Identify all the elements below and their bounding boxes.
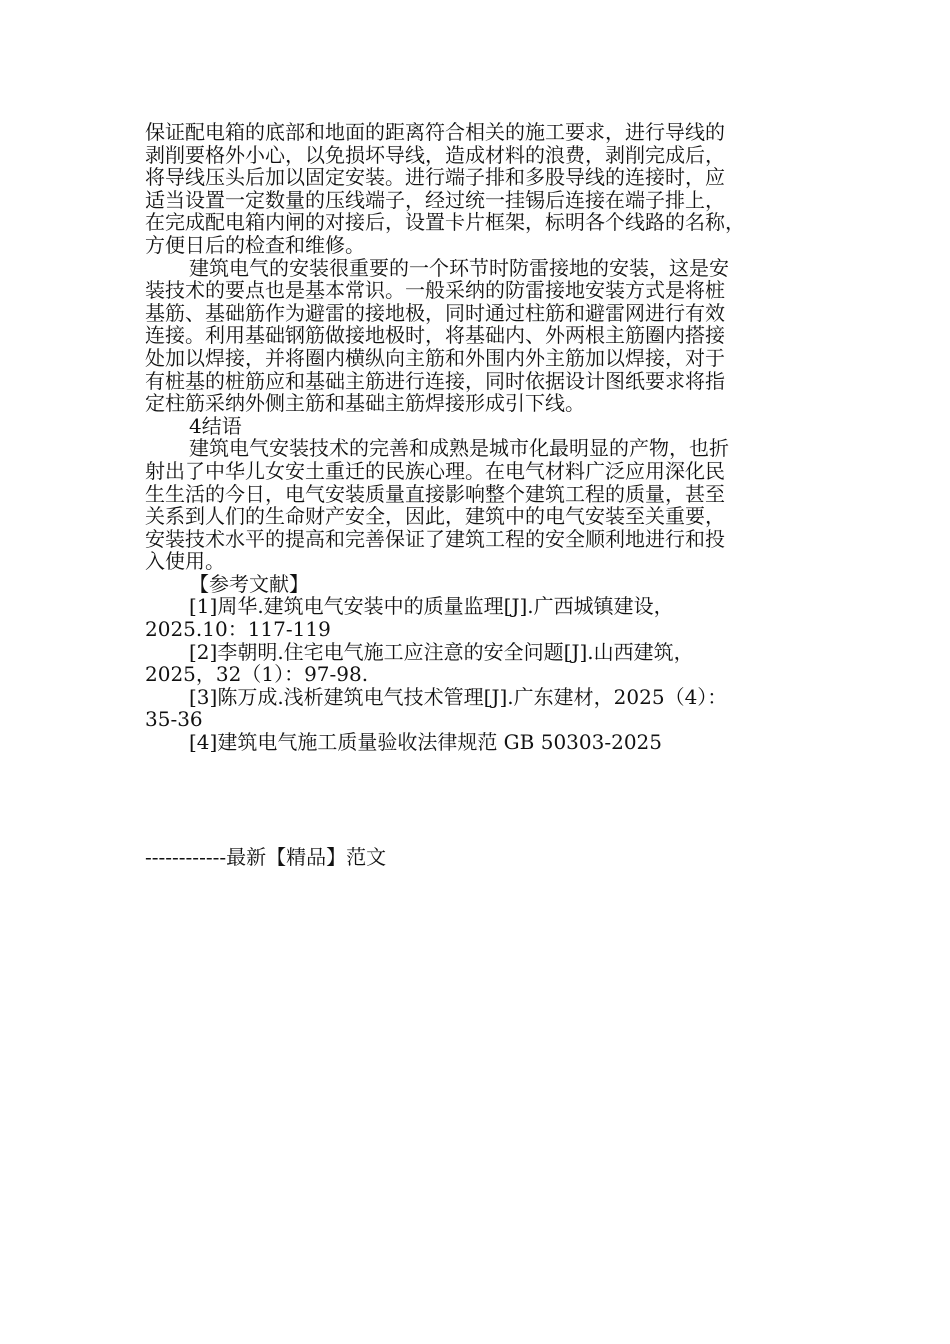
references-heading: 【参考文献】 bbox=[189, 571, 309, 596]
text-line: 建筑电气安装技术的完善和成熟是城市化最明显的产物，也折 bbox=[189, 436, 729, 461]
text-line: 适当设置一定数量的压线端子，经过统一挂锡后连接在端子排上， bbox=[145, 187, 725, 212]
reference-text: [3]陈万成.浅析建筑电气技术管理[J].广东建材，2025（4）： bbox=[189, 684, 728, 709]
section-heading: 4结语 bbox=[189, 413, 242, 438]
reference-item bbox=[145, 595, 805, 640]
reference-list bbox=[145, 595, 805, 753]
paragraph-distribution-box bbox=[145, 121, 805, 257]
reference-text: 2025.10：117-119 bbox=[145, 617, 331, 642]
text-line: 剥削要格外小心，以免损坏导线，造成材料的浪费，剥削完成后， bbox=[145, 142, 725, 167]
text-line: 生生活的今日，电气安装质量直接影响整个建筑工程的质量，甚至 bbox=[145, 481, 725, 506]
text-line: 装技术的要点也是基本常识。一般采纳的防雷接地安装方式是将桩 bbox=[145, 278, 725, 303]
text-line: 入使用。 bbox=[145, 549, 225, 574]
text-line: 保证配电箱的底部和地面的距离符合相关的施工要求，进行导线的 bbox=[145, 120, 725, 144]
text-line: 处加以焊接，并将圈内横纵向主筋和外围内外主筋加以焊接，对于 bbox=[145, 345, 725, 370]
text-line: 基筋、基础筋作为避雷的接地极，同时通过柱筋和避雷网进行有效 bbox=[145, 300, 725, 325]
paragraph-conclusion bbox=[145, 437, 805, 573]
reference-text: 35-36 bbox=[145, 707, 203, 732]
text-line: 连接。利用基础钢筋做接地极时，将基础内、外两根主筋圈内搭接 bbox=[145, 323, 725, 348]
document-body bbox=[145, 121, 805, 754]
text-line: 方便日后的检查和维修。 bbox=[145, 232, 365, 257]
reference-text: 2025，32（1）：97-98. bbox=[145, 662, 369, 687]
text-line: 建筑电气的安装很重要的一个环节时防雷接地的安装，这是安 bbox=[189, 255, 729, 280]
text-line: 有桩基的桩筋应和基础主筋进行连接，同时依据设计图纸要求将指 bbox=[145, 368, 725, 393]
text-line: 定柱筋采纳外侧主筋和基础主筋焊接形成引下线。 bbox=[145, 391, 585, 416]
footer-text: ------------最新【精品】范文 bbox=[145, 845, 387, 869]
reference-text: [1]周华.建筑电气安装中的质量监理[J].广西城镇建设， bbox=[189, 594, 674, 619]
reference-text: [4]建筑电气施工质量验收法律规范 GB 50303-2025 bbox=[189, 730, 662, 755]
reference-item bbox=[145, 731, 805, 754]
text-line: 安装技术水平的提高和完善保证了建筑工程的安全顺利地进行和投 bbox=[145, 526, 725, 551]
reference-text: [2]李朝明.住宅电气施工应注意的安全问题[J].山西建筑， bbox=[189, 639, 694, 664]
text-line: 关系到人们的生命财产安全，因此，建筑中的电气安装至关重要， bbox=[145, 504, 725, 529]
reference-item bbox=[145, 641, 805, 686]
text-line: 射出了中华儿女安土重迁的民族心理。在电气材料广泛应用深化民 bbox=[145, 458, 725, 483]
reference-item bbox=[145, 686, 805, 731]
text-line: 在完成配电箱内闸的对接后，设置卡片框架，标明各个线路的名称， bbox=[145, 210, 745, 235]
text-line: 将导线压头后加以固定安装。进行端子排和多股导线的连接时，应 bbox=[145, 165, 725, 190]
paragraph-lightning-grounding bbox=[145, 257, 805, 415]
